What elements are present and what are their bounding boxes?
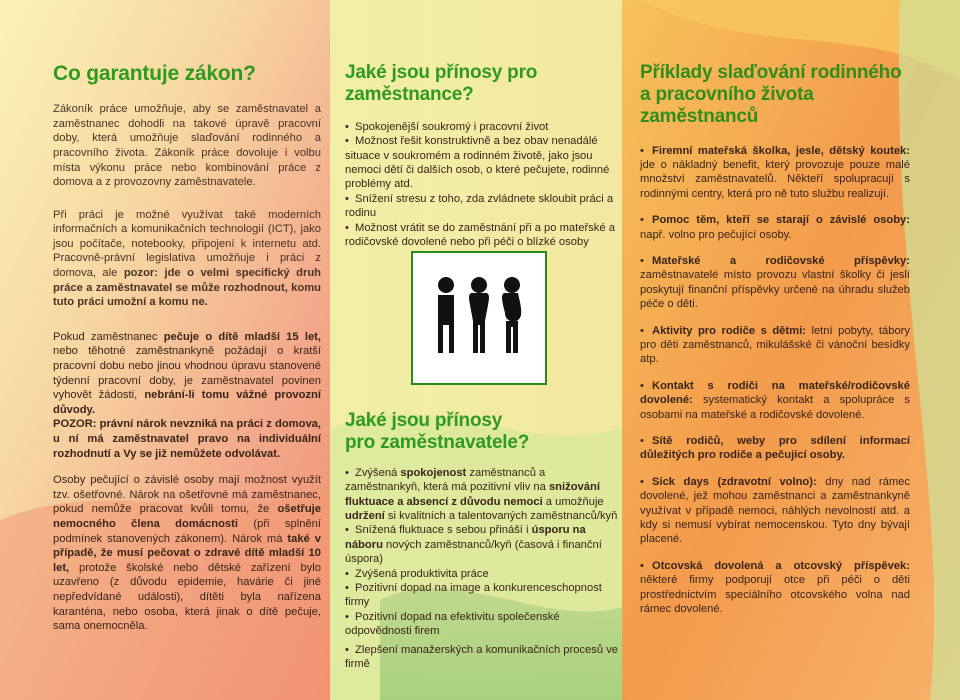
list-item: • Spokojenější soukromý i pracovní život: [345, 120, 549, 133]
heading-employer-benefits: Jaké jsou přínosy pro zaměstnavatele?: [345, 410, 530, 453]
list-item: • Zlepšení manažerských a komunikačních procesů ve firmě: [345, 643, 619, 670]
list-item: • Možnost vrátit se do zaměstnání při a po mateřské a rodičovské dovolené nebo při péči o blízké osoby: [345, 221, 615, 248]
list-item: • Sick days (zdravotní volno): dny nad rámec dovolené, jež mohou zaměstnanci a zaměstnankyně využívat v případě nemoci, náhlých nevolností atd. a kdy si nemusí vybírat nemocenskou. Tyto dny bývají placené.: [640, 475, 910, 546]
paragraph-home-office-warning: [53, 417, 321, 461]
ict-text: Při práci je možné využívat také moderních informačních a komunikačních technologií (ICT), jako jsou počítače, notebooky, připojení k internetu atd. Pracovně-právní legislativa umožňuje i práci z domova, ale: [53, 208, 321, 280]
care-text-d: také v případě, že musí pečovat o zdravé dítě mladší 10 let,: [53, 532, 321, 574]
list-item: • Pozitivní dopad na efektivitu společenské odpovědnosti firem: [345, 610, 560, 638]
parent-text-c: nebo těhotné zaměstnankyně požádají o kratší pracovní dobu nebo jinou vhodnou úpravu stanovené týdenní pracovní doby, je zaměstnavatel povinen vyhovět žádosti,: [53, 345, 321, 402]
care-text-e: protože školské nebo dětské zařízení bylo uzavřeno (z důvodu epidemie, havárie či jiné nepředvídané události), dítěti byla nařízena karanténa, nebo osoba, která jinak o dítě pečuje, sama onemocněla.: [53, 561, 321, 633]
paragraph-parent-rights: [53, 330, 321, 418]
home-office-warning: POZOR: právní nárok nevzniká na práci z domova, u ní má zaměstnavatel pravo na individuální rozhodnutí a Vy se již nemůžete odvolávat.: [53, 418, 321, 460]
employee-benefits-list: [345, 120, 623, 250]
parent-text-d: nebrání-li tomu vážné provozní důvody.: [53, 389, 321, 416]
list-item: • Kontakt s rodiči na mateřské/rodičovské dovolené: systematický kontakt a spolupráce s osobami na mateřské a rodičovské dovolené.: [640, 379, 910, 421]
heading-employee-benefits: Jaké jsou přínosy pro zaměstnance?: [345, 62, 538, 105]
employer-benefits-section: [345, 410, 623, 671]
parent-text-a: Pokud zaměstnanec: [53, 330, 164, 343]
family-pictogram-icon: [411, 251, 547, 385]
care-text-b: ošetřuje nemocného člena domácnosti: [53, 503, 321, 530]
column-benefits: [345, 62, 623, 249]
list-item: • Sítě rodičů, weby pro sdílení informací důležitých pro rodiče a pečující osoby.: [640, 435, 910, 462]
parent-text-b: pečuje o dítě mladší 15 let,: [163, 330, 321, 343]
employer-benefits-list: [345, 466, 621, 672]
list-item: • Firemní mateřská školka, jesle, dětský koutek: jde o nákladný benefit, který provozuje pouze malé množství zaměstnavatelů. Někteří spolupracují s rodinnými centry, která pro ně tuto službu realizují.: [640, 144, 910, 200]
list-item: • Pomoc těm, kteří se starají o závislé osoby: např. volno pro pečující osoby.: [640, 214, 910, 241]
list-item: • Pozitivní dopad na image a konkurenceschopnost firmy: [345, 581, 602, 609]
list-item: • Zvýšená spokojenost zaměstnanců a zaměstnankyň, která má pozitivní vliv na snižování fluktuace a absencí z důvodu nemoci a umožňuje udržení si kvalitních a talentovaných zaměstnanců/kyň: [345, 466, 618, 522]
ict-warning: pozor: jde o velmi specifický druh práce a zaměstnavatel se může rozhodnout, komu tuto práci umožní a komu ne.: [53, 267, 321, 309]
column-examples: [640, 62, 910, 629]
column-legal-guarantees: [53, 62, 321, 634]
heading-examples: Příklady slaďování rodinného a pracovního života zaměstnanců: [640, 62, 902, 127]
examples-list: [640, 144, 910, 617]
paragraph-caregiver-allowance: [53, 473, 321, 634]
list-item: • Zvýšená produktivita práce: [345, 567, 489, 580]
paragraph-work-time: Zákoník práce umožňuje, aby se zaměstnavatel a zaměstnanec dohodli na takové úpravě pracovní doby, která umožňuje slaďování rodinného a pracovního života. Zákoník práce dovoluje i volbu místa výkonu práce nebo kombinování práce z domova a z provozovny zaměstnavatele.: [53, 103, 321, 189]
list-item: • Aktivity pro rodiče s dětmi: letní pobyty, tábory pro děti zaměstnanců, mikulášské či vánoční besídky atp.: [640, 324, 910, 366]
list-item: • Snížená fluktuace s sebou přináší i úsporu na náboru nových zaměstnanců/kyň (časová i finanční úspora): [345, 524, 602, 566]
list-item: • Možnost řešit konstruktivně a bez obav nenadálé situace v soukromém a rodinném životě, jako jsou nemoci dětí či dalších osob, o které pečujete, rodinné problémy atd.: [345, 135, 610, 191]
list-item: • Otcovská dovolená a otcovský příspěvek: některé firmy podporují otce při péči o děti prostřednictvím speciálního otcovského volna nad rámec dovolené.: [640, 559, 910, 616]
heading-law-guarantees: Co garantuje zákon?: [53, 62, 256, 85]
list-item: • Snížení stresu z toho, zda zvládnete skloubit práci a rodinu: [345, 192, 614, 220]
care-text-a: Osoby pečující o závislé osoby mají možnost využít tzv. ošetřovné. Nárok na ošetřovné má zaměstnanec, pokud nemůže pracovat kvůli tomu, že: [53, 474, 321, 516]
list-item: • Mateřské a rodičovské příspěvky: zaměstnavatelé místo provozu vlastní školky či jeslí poskytují finanční příspěvky určené na úhradu služeb péče o děti.: [640, 254, 910, 311]
care-text-c: (při splnění podmínek stanovených zákonem). Nárok má: [53, 517, 321, 545]
paragraph-ict: [53, 208, 321, 310]
